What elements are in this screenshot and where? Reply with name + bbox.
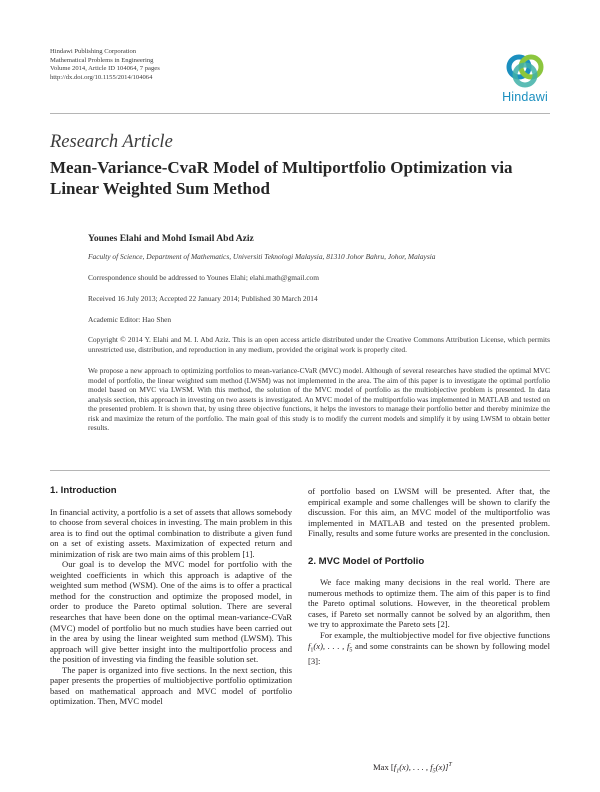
paragraph-text: For example, the multiobjective model for five objective functions xyxy=(320,630,550,641)
paragraph: In financial activity, a portfolio is a set of assets that allows somebody to choose from several choices in investing. The main problem in this area is to find out the optimal combination to distribute a given fund on a set of existing assets. Maximization of expected return and minimization of risk are two main aims of this problem [1]. xyxy=(50,506,292,559)
math-f: f xyxy=(308,640,311,651)
paragraph-text: and some constraints can be shown by following model [3]: xyxy=(308,640,550,666)
eq-sub: 5 xyxy=(432,768,436,775)
journal-name: Mathematical Problems in Engineering xyxy=(50,56,154,64)
correspondence: Correspondence should be addressed to Younes Elahi; elahi.math@gmail.com xyxy=(88,273,319,282)
eq-close: (x)] xyxy=(435,762,449,772)
abstract-divider xyxy=(50,470,550,471)
section-2-heading: 2. MVC Model of Portfolio xyxy=(308,555,425,567)
eq-sup: T xyxy=(448,762,452,769)
volume-info: Volume 2014, Article ID 104064, 7 pages xyxy=(50,65,160,73)
paragraph: of portfolio based on LWSM will be presented. After that, the empirical example and some challenges will be shown to clarify the discussion. For this aim, an MVC model of the multiportfolio was implemented in MATLAB and tested on the presented problem. Finally, results and some future works are presented in the conclusion. xyxy=(308,486,550,539)
academic-editor: Academic Editor: Hao Shen xyxy=(88,315,172,324)
paragraph: Our goal is to develop the MVC model for portfolio with the weighted coefficients in which this approach is adaptive of the weighted sum method (WSM). One of the aims is to offer a practical method for the construction and optimize the proposed model, in order to produce the Pareto optimal solution. There are several researches that have been done on the optimal mean-variance-CVaR (MVC) model of portfolio but no much studies have been carried out in the area by using the linear weighted sum method (LWSM). This approach will give better insight into the multiportfolio process and the position of investing via finding the feasible solution set. xyxy=(50,559,292,665)
eq-mid: (x), . . . , f xyxy=(399,762,433,772)
right-column xyxy=(308,486,550,666)
equation xyxy=(373,762,452,775)
math-subscript: 5 xyxy=(349,647,353,654)
abstract: We propose a new approach to optimizing portfolios to mean-variance-CVaR (MVC) model. Although of several researches have studied the optimal MVC model of portfolio, the linear weighted sum method (LWSM) was not implemented in the area. The aim of this paper is to investigate the optimal portfolio model based on MVC via LWSM. With this method, the solution of the MVC model of portfolio as the multiobjective problem is presented. In data analysis section, this approach in investing on two assets is investigated. An MVC model of the multiportfolio was implemented in MATLAB and tested on the presented problem. It is shown that, by using three objective functions, it helps the investors to manage their portfolio better and thereby minimize the risk and maximize the return of the portfolio. The main goal of this study is to modify the current models and simplify it by using LWSM to obtain better results. xyxy=(88,366,550,433)
copyright-notice: Copyright © 2014 Y. Elahi and M. I. Abd Aziz. This is an open access article distributed under the Creative Commons Attribution License, which permits unrestricted use, distribution, and reproduction in any medium, provided the original work is properly cited. xyxy=(88,335,550,354)
eq-bracket: [ xyxy=(390,762,394,772)
math-args: (x), . . . , f xyxy=(313,640,350,651)
left-column xyxy=(50,486,292,707)
math-subscript: 1 xyxy=(310,647,314,654)
paragraph: The paper is organized into five sections. In the next section, this paper presents the properties of multiobjective portfolio optimization based on mathematical approach and MVC model of portfolio optimization. Then, MVC model xyxy=(50,664,292,707)
article-type: Research Article xyxy=(50,132,173,152)
eq-max: Max xyxy=(373,762,389,772)
publisher-name: Hindawi Publishing Corporation xyxy=(50,48,137,55)
header-divider xyxy=(50,113,550,114)
publication-dates: Received 16 July 2013; Accepted 22 January 2014; Published 30 March 2014 xyxy=(88,294,318,303)
affiliation: Faculty of Science, Department of Mathematics, Universiti Teknologi Malaysia, 81310 Johor Bahru, Johor, Malaysia xyxy=(88,252,436,261)
eq-sub: 1 xyxy=(396,768,400,775)
section-1-heading: 1. Introduction xyxy=(50,485,117,496)
journal-header xyxy=(50,48,160,82)
eq-f: f xyxy=(393,762,397,772)
article-authors: Younes Elahi and Mohd Ismail Abd Aziz xyxy=(88,233,254,244)
paragraph: We face making many decisions in the real world. There are numerous methods to optimize them. The aim of this paper is to find the Pareto optimal solutions. However, in the theoretical problem cases, if Pareto set normally cannot be solved by an algorithm, then we try to approximate the Pareto sets [2]. xyxy=(308,577,550,630)
paragraph-with-math xyxy=(308,630,550,666)
article-title: Mean-Variance-CvaR Model of Multiportfolio Optimization via Linear Weighted Sum Method xyxy=(50,158,513,198)
doi-link[interactable]: http://dx.doi.org/10.1155/2014/104064 xyxy=(50,73,153,81)
logo-wordmark: Hindawi xyxy=(502,90,548,104)
